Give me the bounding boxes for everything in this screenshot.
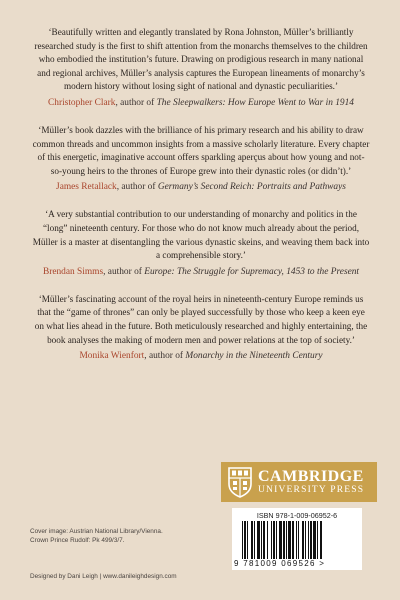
barcode-bar bbox=[254, 521, 255, 559]
isbn-label: ISBN 978-1-009-06952-6 bbox=[256, 511, 338, 520]
barcode-bar bbox=[302, 521, 304, 559]
endorsement-3 bbox=[32, 208, 370, 278]
barcode-bar bbox=[292, 521, 294, 559]
barcode-bar bbox=[320, 521, 322, 559]
quote-attribution bbox=[32, 181, 370, 194]
credit-line-2: Crown Prince Rudolf: Pk 499/3/7. bbox=[30, 537, 125, 544]
barcode-bar bbox=[286, 521, 287, 559]
quote-text: ‘Müller’s fascinating account of the royal heirs in nineteenth-century Europe reminds us that the “game of thrones” can only be played successfully by those who keep a keen eye on what lies ahead in the future. Both meticulously researched and highly entertaining, the book analyses the making of modern men and power relations at the top of society.’ bbox=[34, 293, 368, 345]
barcode-bar bbox=[257, 521, 260, 559]
attribution-book: The Sleepwalkers: How Europe Went to War in 1914 bbox=[156, 97, 354, 108]
attribution-author-of: , author of bbox=[103, 266, 145, 277]
attribution-name: Christopher Clark bbox=[48, 97, 116, 108]
barcode-bar bbox=[305, 521, 306, 559]
attribution-author-of: , author of bbox=[115, 97, 157, 108]
barcode-bar bbox=[276, 521, 277, 559]
designer-credit: Designed by Dani Leigh | www.danileighdesign.com bbox=[30, 573, 177, 580]
quote-text: ‘A very substantial contribution to our understanding of monarchy and politics in the “long” nineteenth century. For those who do not know much already about the period, Müller is a master at disentangling the various dynastic skeins, and weaving them back into a comprehensible story.’ bbox=[32, 209, 370, 261]
barcode-bar bbox=[271, 521, 272, 559]
barcode-bar bbox=[283, 521, 285, 559]
barcode-bar bbox=[267, 521, 268, 559]
barcode-bar bbox=[251, 521, 253, 559]
barcode-bar bbox=[263, 521, 265, 559]
barcode-bars bbox=[240, 521, 354, 559]
attribution-author-of: , author of bbox=[144, 351, 186, 362]
barcode-bar bbox=[279, 521, 282, 559]
attribution-name: James Retallack bbox=[56, 182, 117, 193]
barcode-bar bbox=[273, 521, 275, 559]
attribution-book: Europe: The Struggle for Supremacy, 1453 to the Present bbox=[144, 266, 360, 277]
quote-attribution bbox=[32, 350, 370, 363]
endorsement-2 bbox=[32, 124, 370, 194]
quote-attribution bbox=[32, 97, 370, 110]
publisher-name-line1: CAMBRIDGE bbox=[258, 468, 364, 485]
endorsement-1 bbox=[32, 26, 370, 110]
barcode-bar bbox=[298, 521, 299, 559]
cover-image-credit bbox=[30, 527, 163, 545]
endorsements bbox=[32, 26, 370, 377]
barcode bbox=[232, 508, 362, 570]
publisher-name bbox=[258, 468, 364, 496]
publisher-logo bbox=[221, 462, 377, 502]
barcode-bar bbox=[313, 521, 316, 559]
attribution-name: Brendan Simms bbox=[42, 266, 104, 277]
publisher-name-line2: UNIVERSITY PRESS bbox=[258, 485, 365, 495]
barcode-bar bbox=[247, 521, 248, 559]
quote-text: ‘Müller’s book dazzles with the brilliance of his primary research and his ability to draw common threads and uncommon insights from a massive scholarly literature. Every chapter of this energetic, imaginative account offers sparkling aperçus about how young and not-so-young heirs to the thrones of Europe grew into their dynastic roles (or didn’t).’ bbox=[32, 124, 370, 176]
attribution-book: Monarchy in the Nineteenth Century bbox=[185, 351, 323, 362]
barcode-digits: 9 781009 069526 > bbox=[234, 559, 326, 568]
quote-text: ‘Beautifully written and elegantly translated by Rona Johnston, Müller’s brilliantly researched study is the first to shift attention from the monarchs themselves to the children who embodied the institution’s future. Drawing on prodigious research in many national and regional archives, Müller’s analysis captures the European lineaments of monarchy’s modern history without losing sight of national and dynastic peculiarities.’ bbox=[34, 27, 368, 92]
barcode-bar bbox=[242, 521, 243, 559]
barcode-bar bbox=[308, 521, 309, 559]
quote-attribution bbox=[32, 266, 370, 279]
attribution-name: Monika Wienfort bbox=[79, 351, 145, 362]
endorsement-4 bbox=[32, 293, 370, 363]
barcode-bar bbox=[317, 521, 318, 559]
barcode-bar bbox=[244, 521, 246, 559]
attribution-book: Germany’s Second Reich: Portraits and Pathways bbox=[157, 182, 346, 193]
credit-line-1: Cover image: Austrian National Library/Vienna. bbox=[30, 528, 163, 535]
barcode-bar bbox=[310, 521, 312, 559]
barcode-bar bbox=[261, 521, 262, 559]
barcode-bar bbox=[296, 521, 297, 559]
barcode-bar bbox=[288, 521, 291, 559]
cambridge-crest-icon bbox=[227, 466, 253, 498]
attribution-author-of: , author of bbox=[116, 182, 158, 193]
